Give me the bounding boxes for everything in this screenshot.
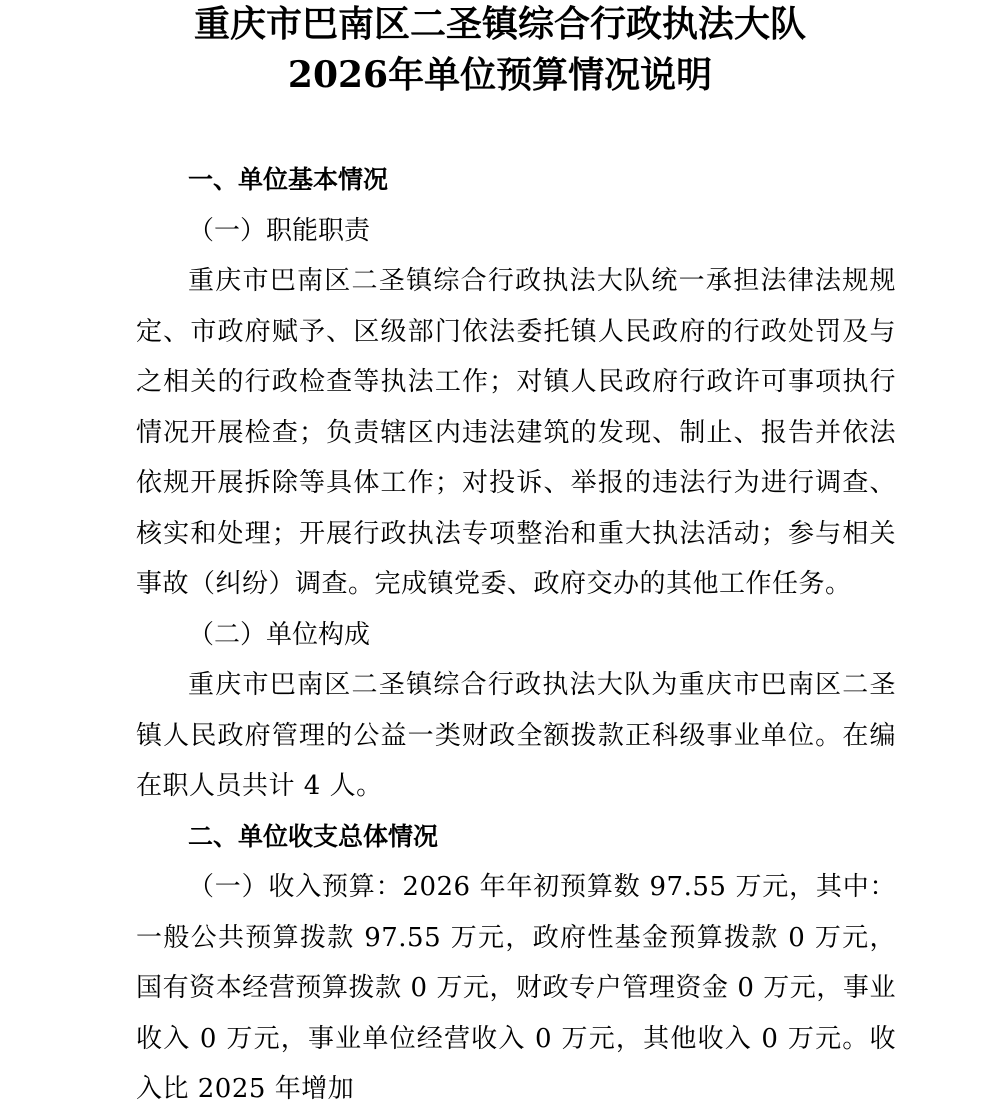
document-title-line-2: 2026年单位预算情况说明 xyxy=(287,54,713,96)
section-1-sub-2-paragraph: 重庆市巴南区二圣镇综合行政执法大队为重庆市巴南区二圣镇人民政府管理的公益一类财政全额拨款正科级事业单位。在编在职人员共计 4 人。 xyxy=(136,670,896,801)
section-1-sub-1-heading: （一）职能职责 xyxy=(188,215,371,246)
document-title-line-1: 重庆市巴南区二圣镇综合行政执法大队 xyxy=(193,3,806,45)
section-1-sub-2-heading: （二）单位构成 xyxy=(188,619,371,650)
document-body xyxy=(136,155,896,1115)
section-1-heading: 一、单位基本情况 xyxy=(188,165,389,194)
section-2-heading: 二、单位收支总体情况 xyxy=(188,821,439,851)
section-2-sub-1-paragraph: （一）收入预算：2026 年年初预算数 97.55 万元，其中：一般公共预算拨款 97.55 万元，政府性基金预算拨款 0 万元，国有资本经营预算拨款 0 万元，财政专户管理资金 0 万元，事业收入 0 万元，事业单位经营收入 0 万元，其他收入 0 万元。收入比 2025 年增加 xyxy=(136,872,896,1104)
section-1-sub-1-paragraph: 重庆市巴南区二圣镇综合行政执法大队统一承担法律法规规定、市政府赋予、区级部门依法委托镇人民政府的行政处罚及与之相关的行政检查等执法工作；对镇人民政府行政许可事项执行情况开展检查；负责辖区内违法建筑的发现、制止、报告并依法依规开展拆除等具体工作；对投诉、举报的违法行为进行调查、核实和处理；开展行政执法专项整治和重大执法活动；参与相关事故（纠纷）调查。完成镇党委、政府交办的其他工作任务。 xyxy=(136,266,896,599)
